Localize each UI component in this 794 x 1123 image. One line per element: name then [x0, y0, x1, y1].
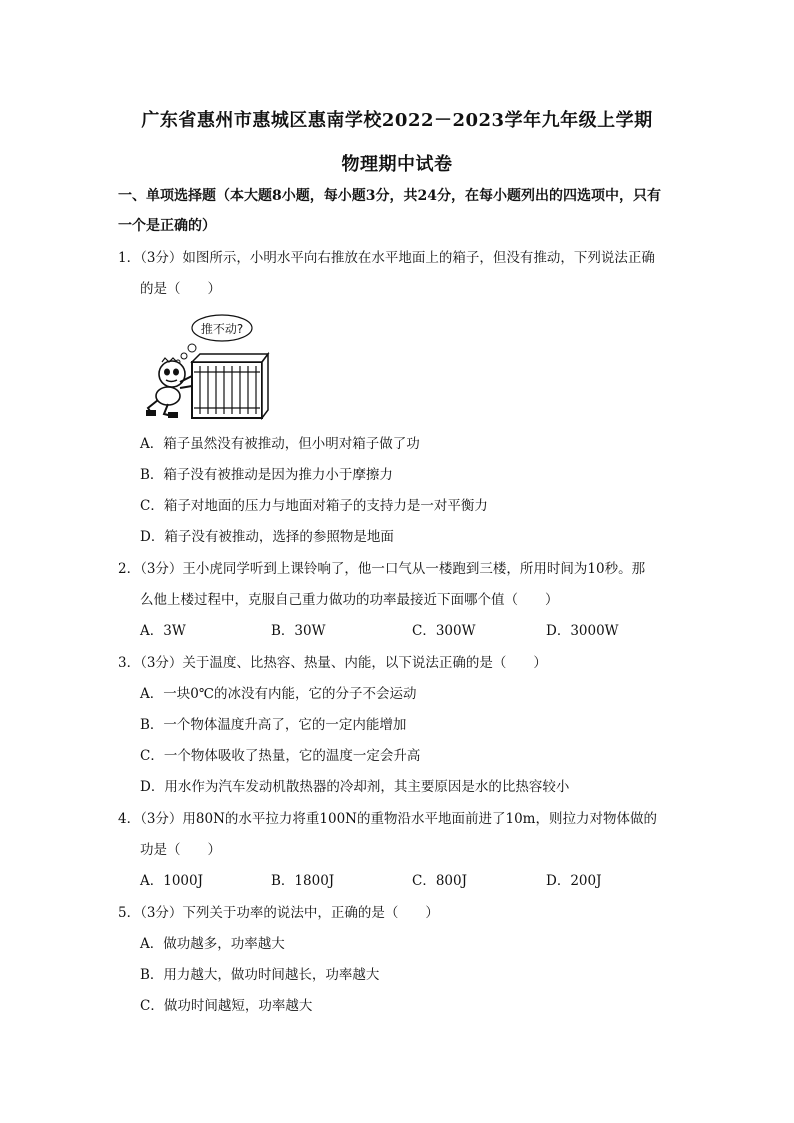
question-4-option-a: A．1000J: [140, 873, 204, 889]
question-2-option-b: B．30W: [271, 623, 326, 639]
question-1-option-a: A．箱子虽然没有被推动，但小明对箱子做了功: [140, 436, 420, 452]
question-2-stem: 2．（3分）王小虎同学听到上课铃响了，他一口气从一楼跑到三楼，所用时间为10秒。那: [118, 561, 646, 577]
question-4-option-b: B．1800J: [271, 873, 335, 889]
question-4-option-c: C．800J: [412, 873, 468, 889]
question-1-option-c: C．箱子对地面的压力与地面对箱子的支持力是一对平衡力: [140, 498, 488, 514]
question-2-option-d: D．3000W: [546, 623, 619, 639]
exam-title-line2: 物理期中试卷: [341, 154, 453, 175]
question-2-stem-cont: 么他上楼过程中，克服自己重力做功的功率最接近下面哪个值（ ）: [140, 592, 559, 608]
question-5-option-c: C．做功时间越短，功率越大: [140, 998, 313, 1014]
question-2-option-c: C．300W: [412, 623, 476, 639]
question-1-stem: 1．（3分）如图所示，小明水平向右推放在水平地面上的箱子，但没有推动，下列说法正确: [118, 250, 655, 266]
question-4-option-d: D．200J: [546, 873, 602, 889]
question-3-option-a: A．一块0℃的冰没有内能，它的分子不会运动: [140, 686, 417, 702]
question-1-stem-cont: 的是（ ）: [140, 281, 221, 297]
question-5-option-a: A．做功越多，功率越大: [140, 936, 285, 952]
question-1-figure: [140, 312, 270, 420]
exam-title-line1: 广东省惠州市惠城区惠南学校2022－2023学年九年级上学期: [141, 110, 653, 131]
section-heading-line1: 一、单项选择题（本大题8小题，每小题3分，共24分，在每小题列出的四选项中，只有: [118, 188, 661, 204]
question-1-option-d: D．箱子没有被推动，选择的参照物是地面: [140, 529, 394, 545]
question-3-option-b: B．一个物体温度升高了，它的一定内能增加: [140, 717, 407, 733]
thought-bubble-label: 推不动?: [200, 322, 244, 336]
question-3-option-d: D．用水作为汽车发动机散热器的冷却剂，其主要原因是水的比热容较小: [140, 779, 570, 795]
question-4-stem: 4．（3分）用80N的水平拉力将重100N的重物沿水平地面前进了10m，则拉力对物体做的: [118, 811, 657, 827]
question-5-option-b: B．用力越大，做功时间越长，功率越大: [140, 967, 380, 983]
section-heading-line2: 一个是正确的）: [118, 218, 216, 234]
question-4-stem-cont: 功是（ ）: [140, 842, 221, 858]
question-3-option-c: C．一个物体吸收了热量，它的温度一定会升高: [140, 748, 421, 764]
question-3-stem: 3．（3分）关于温度、比热容、热量、内能，以下说法正确的是（ ）: [118, 655, 547, 671]
question-5-stem: 5．（3分）下列关于功率的说法中，正确的是（ ）: [118, 905, 439, 921]
question-1-option-b: B．箱子没有被推动是因为推力小于摩擦力: [140, 467, 393, 483]
question-2-option-a: A．3W: [140, 623, 186, 639]
